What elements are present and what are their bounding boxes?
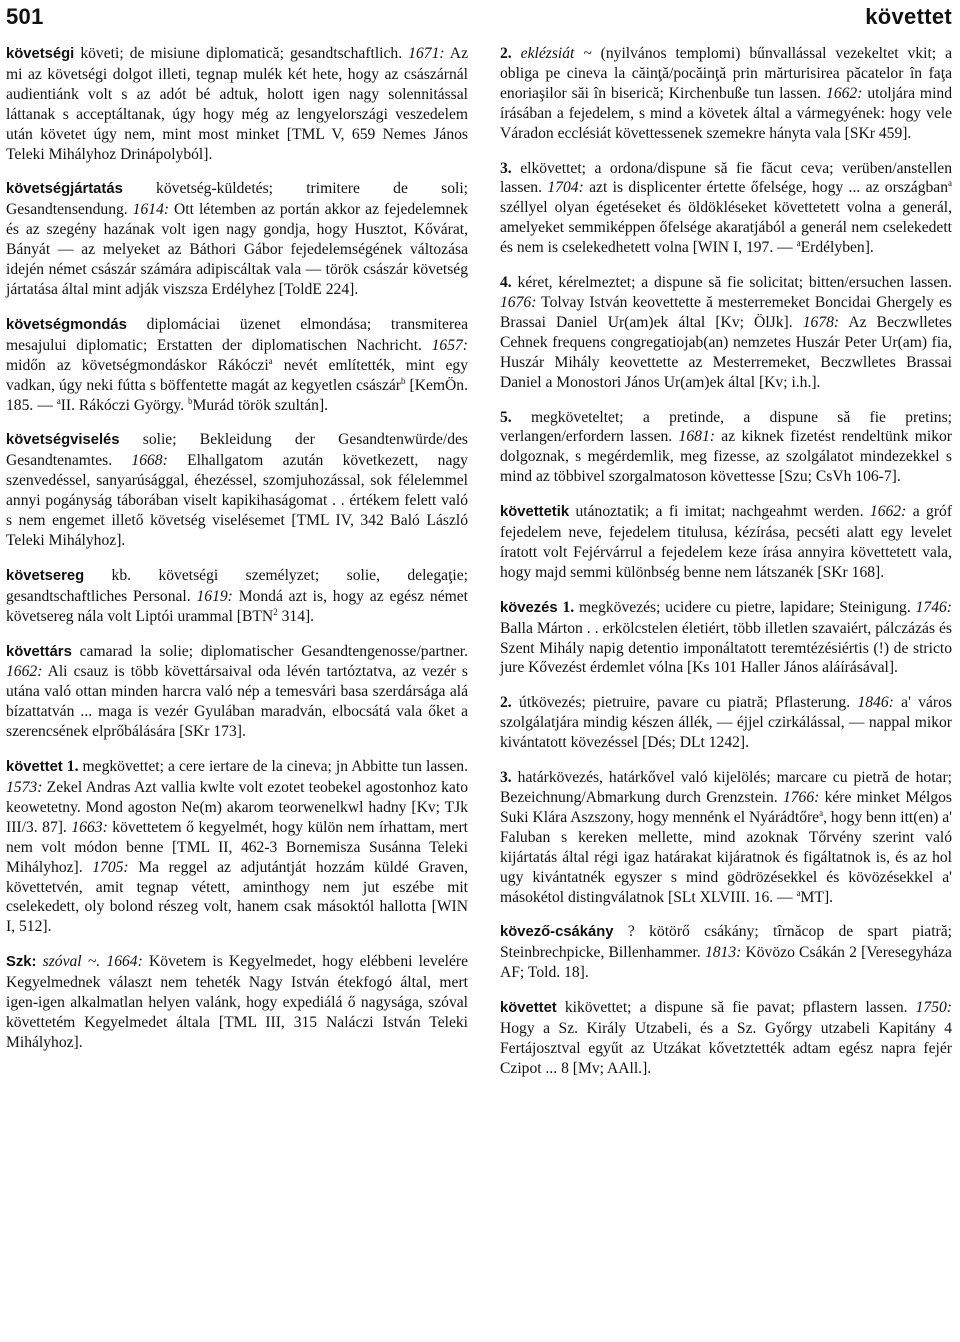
footnote-mark: a (948, 178, 953, 189)
dictionary-sense (500, 44, 952, 144)
entry-headword: követségviselés (6, 432, 120, 449)
entry-text: utánoztatik; a fi imitat; nachgeahmt werden. (569, 503, 870, 521)
entry-text: Erdélyben]. (800, 239, 874, 257)
entry-text: Murád török szultán]. (192, 396, 329, 414)
entry-headword: követtetik (500, 504, 570, 521)
sense-number: 2. (500, 45, 512, 62)
citation-date: 1663: (71, 818, 108, 836)
entry-text: követi; de misiune diplomatică; gesandtschaftlich. (74, 45, 409, 62)
entry-headword: követségi (6, 46, 75, 62)
entry-text: kére minket Mélgos Suki Klára Aszszony, hogy mennénk el Nyárádtőre (500, 789, 953, 826)
right-column (500, 44, 952, 1094)
two-column-body (6, 44, 952, 1094)
page-number: 501 (6, 4, 44, 29)
footnote-mark: a (268, 355, 273, 366)
citation-date: 1750: (915, 999, 952, 1017)
citation-date: 1813: (704, 944, 742, 962)
citation-date: 1705: (92, 858, 129, 876)
citation-date: 1676: (500, 293, 537, 311)
entry-text: megkövettet; a cere iertare de la cineva; jn Abbitte tun lassen. (78, 758, 468, 776)
dictionary-entry (6, 757, 468, 937)
citation-date: 1573: (6, 779, 43, 796)
footnote-mark: 2 (273, 606, 278, 617)
dictionary-entry (500, 502, 952, 583)
entry-text: Zekel Andras Azt vallia kwlte volt ezotet teobekel agostonhoz kato keowetetny. Mond agoston Ne(m) akarom teorwenelkwl hadny [Kv; TJk III/3. 87]. (6, 779, 468, 836)
citation-date: 1668: (131, 452, 168, 470)
citation-date: 1671: (408, 45, 445, 62)
entry-headword: követségmondás (6, 316, 127, 333)
dictionary-entry (500, 922, 952, 983)
entry-text: megkövezés; ucidere cu pietre, lapidare; Steinigung. (574, 598, 916, 616)
running-head: követtet (865, 4, 952, 29)
sense-number: 1. (66, 758, 79, 776)
footnote-mark: a (56, 395, 61, 406)
citation-date: 1662: (6, 663, 43, 681)
citation-date: 1662: (826, 84, 863, 102)
entry-text: határkövezés, határkővel való kijelölés; marcare cu pietră de hotar; Bezeichnung/Abmarkung durch Grenzstein. (500, 769, 952, 806)
entry-text: solie; Bekleidung der Gesandtenwürde/des Gesandtenamtes. (6, 431, 468, 470)
entry-text: azt is displicenter értette őfelsége, hogy ... az országban (583, 179, 949, 197)
footnote-mark: a (796, 887, 801, 898)
sense-number: 1. (562, 598, 575, 616)
dictionary-entry (500, 598, 952, 679)
entry-text: követség-küldetés; trimitere de soli; Gesandtensendung. (6, 180, 468, 219)
entry-headword: követségjártatás (6, 181, 123, 198)
citation-date: 1746: (915, 598, 952, 616)
entry-headword: követsereg (6, 567, 85, 584)
entry-text: kéret, kérelmeztet; a dispune să fie solicitat; bitten/ersuchen lassen. (511, 274, 952, 292)
entry-text: széllyel olyan égetéseket és öldökléseket követtetett volna a generál, amelyeket semmiképpen őfelsége akaratjából a generál nem cselekedett és nem is cselekedhetett volna [WIN I, 197. — (500, 199, 952, 257)
entry-text: a' város szolgálatjára mindig készen állék, — éjjel czirkálással, — nappal mikor kivántatott kövezéssel [Dés; DLt 1242]. (500, 694, 952, 752)
entry-headword: követtet (500, 1000, 557, 1017)
dictionary-entry (6, 430, 468, 550)
footnote-mark: a (819, 807, 824, 818)
sense-number: 2. (500, 694, 512, 712)
dictionary-entry (6, 179, 468, 299)
entry-text: Hogy a Sz. Király Utzabeli, és a Sz. Győrgy utzabeli Kapitány 4 Fertájosztval egyűt az Utzákat kővetztették adtam egész napra fejér Czipot ... 8 [Mv; AAll.]. (500, 1020, 952, 1077)
citation-date: 1704: (547, 179, 584, 197)
entry-text: Ma reggel az adjutántját hozzám küldé Graven, követtetvén, amit tegnap vétett, aminthogy nem jut eszébe mit cselekedett, oly bolond részeg volt, hanem csak másoktól hallotta [WIN I, 512]. (6, 858, 468, 936)
entry-text: 314]. (277, 607, 315, 625)
entry-headword: követtárs (6, 643, 72, 660)
entry-text: Mondá azt is, hogy az egész német követsereg nála volt Liptói urammal [BTN (6, 587, 469, 625)
entry-text: midőn az követségmondáskor Rákóczi (6, 356, 269, 374)
entry-text: , hogy benn itt(en) a' Faluban s kereken mellette, mind azoknak Tőrvény szerint való kijártatás által régi igaz határakat kijáratnok és figáltatnok is, és az hol ugy kivántatnék egyszer s mind gödrözésekkel és kövözésekkel a' másokétol distingválatnok [SLt XLVIII. 16. — (500, 808, 952, 906)
citation-date: 1678: (802, 313, 840, 331)
footnote-mark: a (796, 237, 801, 248)
entry-text: az kiknek fizetést rendeltünk mikor dolgoznak, s megérdemlik, meg fizesse, az szolgálatot mindezekkel s mind az többivel szorgalmatoson követtesse [Szu; CsVh 106-7]. (500, 428, 952, 486)
entry-text: utoljára mind írásában a fejedelem, s mind a követek által a vármegyének: hogy vele Váradon ecclésiát követtessenek szemekre hányta vala [SKr 459]. (500, 84, 952, 142)
footnote-mark: b (400, 375, 406, 386)
entry-text: a gróf fejedelem neve, fejedelem titulusa, kézírása, pecséti alatt egy levelet íratott volt Fejérvárrul a fejedelem keze írása annyira követtetett vala, hogy majd semmi különbség benne nem látszanék [SKr 168]. (500, 503, 953, 581)
dictionary-sense (500, 693, 952, 753)
subentry-label: Szk: (6, 954, 37, 971)
sense-number: 3. (500, 159, 512, 177)
citation-date: 1766: (782, 789, 820, 806)
entry-text: diplomáciai üzenet elmondása; transmiterea mesajului diplomatic; Erstatten der diplomatischen Nachricht. (6, 315, 468, 354)
entry-text: [KemÖn. 185. — (6, 376, 468, 414)
dictionary-sense (500, 408, 952, 488)
entry-text: MT]. (800, 888, 834, 906)
dictionary-sense (500, 159, 952, 259)
entry-text: Elhallgatom azután következett, nagy szenvedéssel, sanyarúsággal, éhezéssel, szomjuhozással, sok félelemmel annyi pogányság táborában viselt kapikihaságomat . . értékem felett való s nem engemet illető követség viselésemet [TML IV, 342 Baló László Teleki Mihályhoz]. (6, 452, 468, 549)
entry-text: kikövettet; a dispune să fie pavat; pflastern lassen. (556, 999, 916, 1017)
citation-date: 1662: (869, 503, 907, 521)
entry-headword: követtet (6, 759, 63, 776)
entry-text: követtetem ő kegyelmét, hogy külön nem írhattam, mert nem volt módon benne [TML II, 462-3 Bornemisza Susánna Teleki Mihályhoz]. (6, 818, 468, 876)
citation-date: 1664: (106, 953, 143, 971)
dictionary-entry (500, 998, 952, 1079)
citation-date: eklézsiát ~ (520, 45, 592, 62)
entry-text: kb. követségi személyzet; solie, delegaţie; gesandtschaftliches Personal. (6, 566, 468, 605)
entry-text: II. Rákóczi György. (60, 396, 189, 414)
citation-date: szóval ~. (42, 953, 101, 971)
entry-text: (nyilvános templomi) bűnvallással vezekeltet vkit; a obliga pe cineva la căinţă/pocăinţă prin mărturisirea păcatelor în faţa enoriaşilor săi în biserică; Kirchenbuße tun lassen. (500, 45, 952, 102)
entry-text: Ali csauz is több követtársaival oda lévén tartóztatva, az vezér s utána való ottan minden harcra való nép a temesvári basa szerdársága alá bízattatván ... maga is vezér Gyulában maradván, elbocsátá vala őket a szerencsének elprőbálására [SKr 173]. (6, 663, 468, 741)
entry-text: Az mi az követségi dolgot illeti, tegnap mulék két hete, hogy az császárnál audientiánk volt s az adót bé adtuk, holott igen nagy solennitással láttanak s acceptáltanak, úgy hogy még az lengyelországi veszedelem után követet úgy nem, mint most minket [TML V, 659 Nemes János Teleki Mihályhoz Drinápolyból]. (6, 45, 468, 163)
entry-text: Az Beczwlletes Cehnek frequens congregatiojab(an) nemzetes Huszár Peter Ur(am) fia, Huszár Mihály keovettette az Mesterremeket, Beczwlletes Brassai Daniel a Monostori János Ur(am)ek által [Kv; i.h.]. (500, 313, 953, 391)
entry-text: elkövettet; a ordona/dispune să fie făcut ceva; verüben/anstellen lassen. (500, 159, 952, 197)
entry-text: Ott létemben az portán akkor az fejedelemnek és az szegény hazának volt igen nagy gondja, hogy Husztot, Kővárat, Bányát — az melyeket az Báthori Gábor fejedelemségének változása idején német császár számára adipiscáltak vala — török császár követség jártatása által mint adják viszsza Erdélyhez [ToldE 224]. (6, 201, 468, 298)
entry-text: Követem is Kegyelmedet, hogy elébbeni levelére Kegyelmednek választ nem teheték Nagy István étekfogó által, mert igen-igen alkalmatlan helyen valánk, hogy expediálá ő nagysága, szóval követtetém Kegyelmedet általa [TML III, 315 Naláczi István Teleki Mihályhoz]. (6, 953, 468, 1051)
entry-headword: kövező-csákány (500, 924, 614, 941)
sense-number: 5. (500, 408, 512, 426)
citation-date: 1619: (196, 587, 233, 605)
sense-number: 4. (500, 274, 512, 292)
entry-text (512, 45, 521, 62)
dictionary-sense (500, 768, 952, 907)
citation-date: 1657: (431, 336, 468, 354)
dictionary-entry (6, 642, 468, 743)
left-column (6, 44, 468, 1094)
citation-date: 1846: (857, 694, 894, 712)
dictionary-entry (6, 315, 468, 416)
citation-date: 1614: (132, 201, 170, 219)
entry-text: Kövözo Csákán 2 [Veresegyháza AF; Told. 18]. (500, 944, 952, 982)
page-header (6, 0, 952, 30)
sense-number: 3. (500, 769, 512, 787)
entry-text: útkövezés; pietruire, pavare cu piatră; Pflasterung. (511, 694, 858, 712)
footnote-mark: b (188, 395, 193, 406)
entry-text: nevét említették, mint egy vadkan, úgy neki fútta s böffentette magát az kegyetlen császár (6, 356, 468, 394)
entry-headword: kövezés (500, 599, 558, 616)
entry-text: Balla Márton . . erkölcstelen életiért, több illetlen szavaiért, pálczázás és Szent Mihály napig detentio imponáltatott teremtézésiértis (!) de stricto jure Kővezést érdemlet vólna [Ks 101 Haller János aláírásával]. (500, 619, 952, 677)
entry-text: megköveteltet; a pretinde, a dispune să fie pretins; verlangen/erfordern lassen. (500, 408, 952, 446)
dictionary-sense (6, 952, 468, 1053)
dictionary-sense (500, 273, 952, 392)
entry-text: camarad la solie; diplomatischer Gesandtengenosse/partner. (71, 642, 468, 660)
dictionary-entry (6, 44, 468, 164)
entry-text: ? kötörő csákány; tîrnăcop de spart piatră; Steinbrechpicke, Billenhammer. (500, 923, 952, 962)
citation-date: 1681: (678, 428, 715, 446)
dictionary-entry (6, 566, 468, 627)
entry-text: Tolvay István keovettette ă mesterremeket Boncidai Ghergely es Brassai Daniel Ur(am)ek által [Kv; ÖlJk]. (500, 293, 952, 331)
